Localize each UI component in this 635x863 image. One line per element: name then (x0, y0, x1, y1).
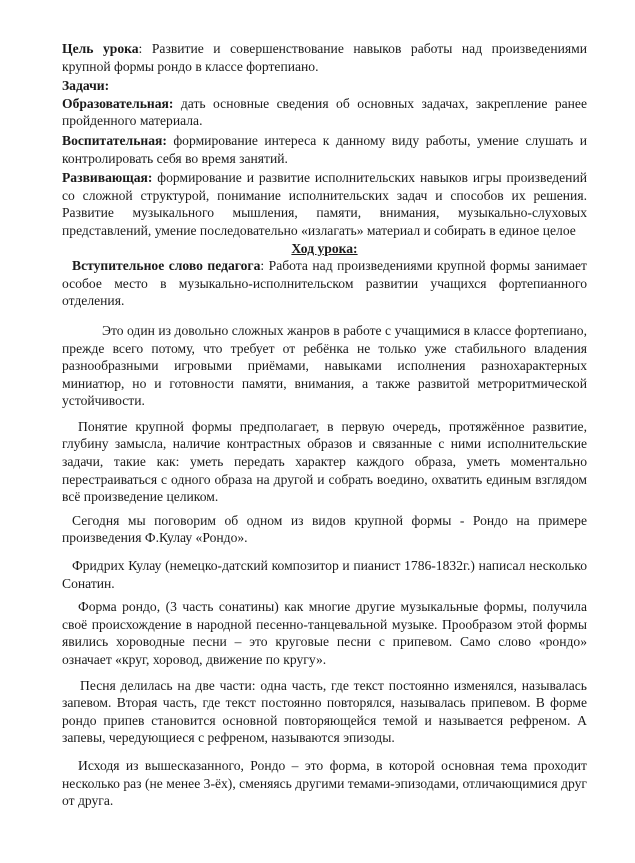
body-paragraph: Это один из довольно сложных жанров в работе с учащимися в классе фортепиано, прежде всего потому, что требует от ребёнка не только уже стабильного владения разнообразными игровыми приёмами, навыками исполнения разнохарактерных миниатюр, но и готовности памяти, внимания, а также развитой метроритмической устойчивости. (62, 322, 587, 409)
task-text: дать основные сведения об основных задачах, закрепление ранее пройденного материала. (62, 95, 587, 129)
goal-label: Цель урока (62, 41, 139, 56)
intro-paragraph (62, 257, 587, 310)
task-educational (62, 95, 587, 130)
intro-label: Вступительное слово педагога (72, 258, 261, 274)
goal-text: : Развитие и совершенствование навыков работы над произведениями крупной формы рондо в классе фортепиано. (62, 41, 587, 74)
body-paragraph: Фридрих Кулау (немецко-датский композитор и пианист 1786-1832г.) написал несколько Сонатин. (62, 558, 587, 591)
body-paragraph: Сегодня мы поговорим об одном из видов крупной формы - Рондо на примере произведения Ф.Кулау «Рондо». (62, 512, 587, 546)
task-upbringing (62, 132, 587, 167)
task-text: формирование интереса к данному виду работы, умение слушать и контролировать себя во время занятий. (62, 132, 587, 166)
task-text: формирование и развитие исполнительских навыков игры произведений со сложной структурой, понимание исполнительских задач и способов их решения. Развитие музыкального мышления, памяти, внимания, музыкально-слуховых представлений, умение последовательно «излагать» материал и собирать в единое целое (62, 170, 587, 238)
lesson-heading: Ход урока: (291, 240, 358, 256)
intro-text: : Работа над произведениями крупной формы занимает особое место в музыкально-исполнительском развитии учащихся фортепианного отделения. (62, 258, 587, 309)
body-paragraph: Понятие крупной формы предполагает, в первую очередь, протяжённое развитие, глубину замысла, наличие контрастных образов и связанные с ними исполнительские задачи, такие как: уметь передать характер каждого образа, уметь моментально перестраиваться с одного образа на другой и собрать воедино, охватить единым взглядом всё произведение целиком. (62, 418, 587, 505)
lesson-goal (62, 40, 587, 75)
tasks-heading: Задачи: (62, 78, 110, 94)
body-paragraph: Песня делилась на две части: одна часть, где текст постоянно изменялся, называлась запевом. Вторая часть, где текст постоянно повторялся, называлась припевом. В форме рондо припев становится основной повторяющейся темой и называется рефреном. А запевы, чередующиеся с рефреном, называются эпизоды. (62, 677, 587, 746)
task-label: Образовательная: (62, 95, 174, 111)
body-paragraph: Исходя из вышесказанного, Рондо – это форма, в которой основная тема проходит несколько раз (не менее 3-ёх), сменяясь другими темами-эпизодами, отличающимися друг от друга. (62, 757, 587, 809)
task-label: Развивающая: (62, 170, 153, 186)
body-paragraph: Форма рондо, (3 часть сонатины) как многие другие музыкальные формы, получила своё происхождение в народной песенно-танцевальной музыке. Прообразом этой формы явились хороводные песни – это круговые песни с припевом. Само слово «рондо» означает «круг, хоровод, движение по кругу». (62, 599, 587, 667)
task-label: Воспитательная: (62, 132, 167, 148)
task-developing (62, 169, 587, 239)
